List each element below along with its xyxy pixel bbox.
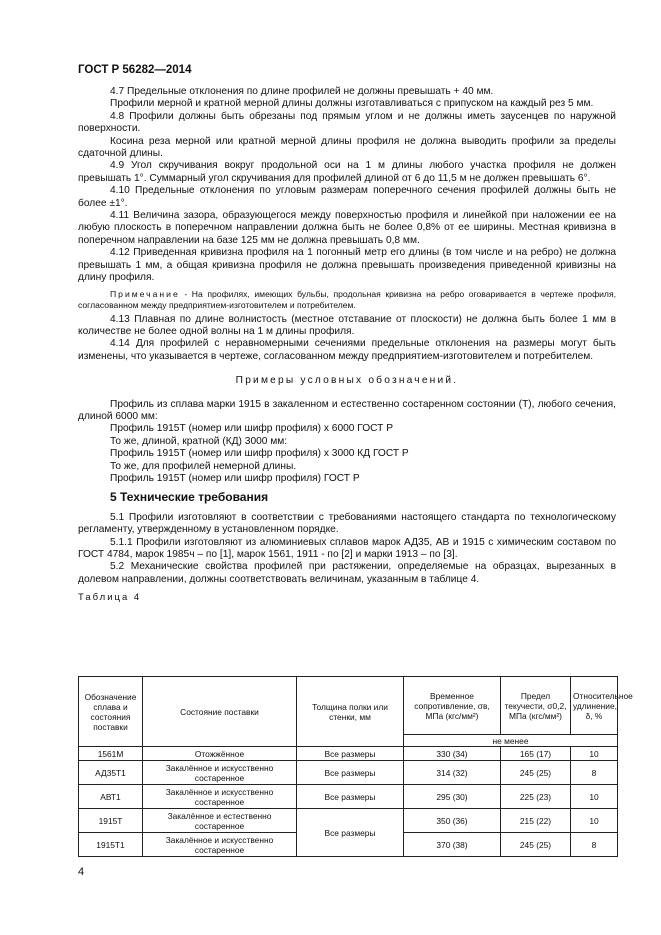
examples-title: Примеры условных обозначений. <box>235 375 459 387</box>
example-5: То же, для профилей немерной длины. <box>110 460 297 472</box>
cell-alloy: 1915Т <box>79 809 143 833</box>
paragraph-4-8: 4.8 Профили должны быть обрезаны под прямым углом и не должны иметь заусенцев по наружной поверхности. <box>78 110 616 135</box>
header-yield: Предел текучести, σ0,2, МПа (кгс/мм²) <box>501 677 571 735</box>
cell-thickness: Все размеры <box>297 747 404 761</box>
cell-alloy: 1915Т1 <box>79 833 143 857</box>
cell-strength: 350 (36) <box>404 809 501 833</box>
header-strength: Временное сопротивление, σв, МПа (кгс/мм²) <box>404 677 501 735</box>
cell-yield: 165 (17) <box>501 747 571 761</box>
cell-state: Отожжённое <box>143 747 297 761</box>
cell-state: Закалённое и искусственно состаренное <box>143 785 297 809</box>
table-row <box>79 761 618 785</box>
cell-yield: 225 (23) <box>501 785 571 809</box>
cell-alloy: АВТ1 <box>79 785 143 809</box>
paragraph-4-7-cont: Профили мерной и кратной мерной длины должны изготавливаться с припуском на каждый рез 5 мм. <box>110 98 594 110</box>
note <box>78 289 616 311</box>
mechanical-properties-table <box>78 676 633 857</box>
table-row <box>79 747 618 761</box>
paragraph-4-8-cont: Косина реза мерной или кратной мерной длины профиля не должна выводить профили за пределы сдаточной длины. <box>78 135 616 160</box>
page-number: 4 <box>78 866 85 878</box>
cell-elongation: 8 <box>571 833 618 857</box>
cell-elongation: 10 <box>571 747 618 761</box>
paragraph-5-1-1: 5.1.1 Профили изготовляют из алюминиевых сплавов марок АД35, АВ и 1915 с химическим составом по ГОСТ 4784, марок 1985ч – по [1], марок 1561, 1911 - по [2] и марки 1913 – по [3]. <box>78 536 616 560</box>
table-row <box>79 809 618 833</box>
cell-strength: 370 (38) <box>404 833 501 857</box>
header-min: не менее <box>404 735 618 747</box>
header-state: Состояние поставки <box>143 677 297 747</box>
document-header: ГОСТ Р 56282—2014 <box>78 64 192 76</box>
cell-strength: 314 (32) <box>404 761 501 785</box>
paragraph-4-11: 4.11 Величина зазора, образующегося между поверхностью профиля и линейкой при наложении ее на любую плоскость в поперечном направлении должна быть не более 0,8% от ее ширины. Местная кривизна в поперечном направлении на базе 125 мм не должна превышать 0,8 мм. <box>78 210 616 246</box>
cell-strength: 295 (30) <box>404 785 501 809</box>
cell-state: Закалённое и искусственно состаренное <box>143 761 297 785</box>
cell-thickness: Все размеры <box>297 785 404 809</box>
cell-alloy: 1561М <box>79 747 143 761</box>
cell-strength: 330 (34) <box>404 747 501 761</box>
cell-yield: 245 (25) <box>501 761 571 785</box>
example-6: Профиль 1915Т (номер или шифр профиля) ГОСТ Р <box>110 472 360 484</box>
example-4: Профиль 1915Т (номер или шифр профиля) х 3000 КД ГОСТ Р <box>110 448 409 460</box>
cell-thickness: Все размеры <box>297 761 404 785</box>
note-label: Примечание <box>110 288 180 299</box>
table-row <box>79 785 618 809</box>
example-1: Профиль из сплава марки 1915 в закаленном и естественно состаренном состоянии (Т), любого сечения, длиной 6000 мм: <box>78 398 616 422</box>
paragraph-4-10: 4.10 Предельные отклонения по угловым размерам поперечного сечения профилей должны быть не более ±1°. <box>78 185 616 209</box>
paragraph-4-12: 4.12 Приведенная кривизна профиля на 1 погонный метр его длины (в том числе и на ребро) не должна превышать 1 мм, а общая кривизна профиля не должна превышать произведения приведенной кривизны на длину профиля. <box>78 247 616 284</box>
cell-state: Закалённое и естественно состаренное <box>143 809 297 833</box>
header-alloy: Обозначение сплава и состояния поставки <box>79 677 143 747</box>
cell-yield: 215 (22) <box>501 809 571 833</box>
paragraph-5-1: 5.1 Профили изготовляют в соответствии с требованиями настоящего стандарта по технологическому регламенту, утвержденному в установленном порядке. <box>78 511 616 536</box>
example-3: То же, длиной, кратной (КД) 3000 мм: <box>110 435 288 447</box>
paragraph-5-2: 5.2 Механические свойства профилей при растяжении, определяемые на образцах, вырезанных в долевом направлении, должны соответствовать величинам, указанным в таблице 4. <box>78 561 616 585</box>
body-text <box>78 86 616 605</box>
cell-elongation: 10 <box>571 785 618 809</box>
cell-elongation: 10 <box>571 809 618 833</box>
cell-elongation: 8 <box>571 761 618 785</box>
paragraph-4-7: 4.7 Предельные отклонения по длине профилей не должны превышать + 40 мм. <box>110 86 494 97</box>
note-text: - На профилях, имеющих бульбы, продольная кривизна на ребро оговаривается в чертеже профиля, согласованном между предприятием-изготовителем и потребителем. <box>78 288 616 310</box>
header-thickness: Толщина полки или стенки, мм <box>297 677 404 747</box>
paragraph-4-14: 4.14 Для профилей с неравномерными сечениями предельные отклонения на размеры могут быть изменены, что указывается в чертеже, согласованном между предприятием-изготовителем и потребителем. <box>78 338 616 362</box>
section-5-heading: 5 Технические требования <box>110 490 269 505</box>
cell-alloy: АД35Т1 <box>79 761 143 785</box>
cell-yield: 245 (25) <box>501 833 571 857</box>
header-elongation: Относительное удлинение, δ, % <box>571 677 618 735</box>
paragraph-4-9: 4.9 Угол скручивания вокруг продольной оси на 1 м длины любого участка профиля не должен превышать 1°. Суммарный угол скручивания для профилей длиной от 6 до 11,5 м не должен превышать 6°. <box>78 160 616 184</box>
cell-state: Закалённое и искусственно состаренное <box>143 833 297 857</box>
example-2: Профиль 1915Т (номер или шифр профиля) х 6000 ГОСТ Р <box>110 423 394 435</box>
table-caption: Таблица 4 <box>78 592 142 604</box>
paragraph-4-13: 4.13 Плавная по длине волнистость (местное отставание от плоскости) не должна быть более 1 мм в количестве не более одной волны на 1 м длины профиля. <box>78 313 616 337</box>
cell-thickness: Все размеры <box>297 809 404 857</box>
